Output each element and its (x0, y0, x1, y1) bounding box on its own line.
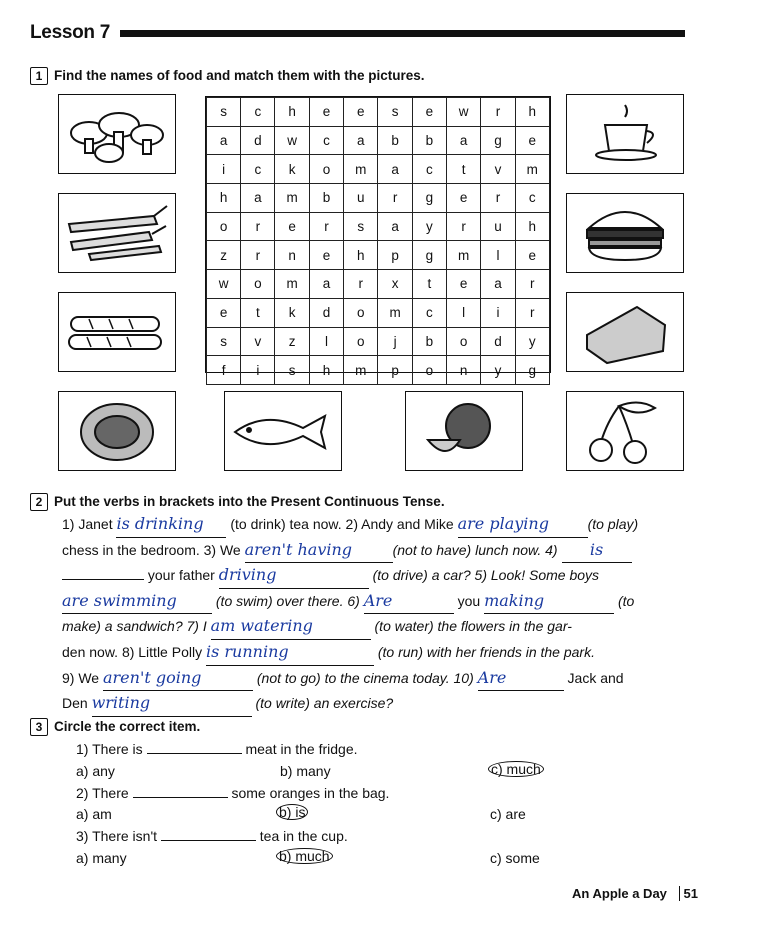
grid-cell[interactable]: u (481, 212, 515, 241)
grid-cell[interactable]: s (207, 98, 241, 127)
grid-cell[interactable]: l (481, 241, 515, 270)
option-b-circled[interactable]: b) is (276, 804, 308, 820)
picture-hamburger[interactable] (566, 193, 684, 273)
grid-cell[interactable]: a (309, 270, 343, 299)
grid-cell[interactable]: e (412, 98, 446, 127)
grid-cell[interactable]: b (378, 126, 412, 155)
ex2-line-7 (62, 666, 684, 692)
grid-cell[interactable]: h (344, 241, 378, 270)
picture-watermelon[interactable] (405, 391, 523, 471)
text: make) a sandwich? 7) I (62, 618, 207, 635)
grid-cell[interactable]: a (344, 126, 378, 155)
text: 3) There isn't (76, 828, 158, 844)
text: Den (62, 695, 88, 712)
grid-cell[interactable]: y (481, 356, 515, 385)
picture-cabbage[interactable] (58, 391, 176, 471)
text: you (457, 592, 481, 609)
answer-7: am watering (210, 616, 313, 636)
text: (to water) the flowers in the gar- (374, 618, 572, 635)
text: 2) There (76, 784, 129, 801)
grid-cell[interactable]: s (275, 356, 309, 385)
grid-cell[interactable]: i (481, 298, 515, 327)
grid-cell[interactable]: k (275, 155, 309, 184)
ex3-instruction: Circle the correct item. (54, 719, 201, 734)
text: (to write) an exercise? (255, 695, 394, 712)
grid-cell[interactable]: h (275, 98, 309, 127)
grid-cell[interactable]: c (241, 98, 275, 127)
text: (not to have) lunch now. 4) (392, 541, 558, 558)
grid-cell[interactable]: w (446, 98, 480, 127)
grid-cell[interactable]: c (309, 126, 343, 155)
grid-cell[interactable]: x (378, 270, 412, 299)
ex3-options-2 (76, 804, 636, 826)
grid-cell[interactable]: r (481, 98, 515, 127)
grid-cell[interactable]: r (309, 212, 343, 241)
text: (to swim) over there. 6) (215, 592, 360, 609)
answer-blank[interactable] (92, 691, 252, 717)
book-title: An Apple a Day (572, 886, 667, 901)
grid-cell[interactable]: v (481, 155, 515, 184)
grid-cell[interactable]: l (446, 298, 480, 327)
answer-blank[interactable] (147, 753, 242, 754)
picture-cherries[interactable] (566, 391, 684, 471)
grid-row (207, 155, 550, 184)
grid-cell[interactable]: m (344, 356, 378, 385)
grid-cell[interactable]: g (481, 126, 515, 155)
grid-cell[interactable]: a (241, 184, 275, 213)
grid-row (207, 298, 550, 327)
grid-row (207, 327, 550, 356)
grid-cell[interactable]: o (412, 356, 446, 385)
grid-cell[interactable]: s (344, 212, 378, 241)
picture-sausages[interactable] (58, 292, 176, 372)
grid-cell[interactable]: r (515, 298, 549, 327)
grid-cell[interactable]: m (446, 241, 480, 270)
ex3-items (76, 739, 636, 870)
grid-cell[interactable]: a (378, 155, 412, 184)
ex1-header (30, 67, 425, 85)
grid-cell[interactable]: r (515, 270, 549, 299)
grid-cell[interactable]: e (446, 184, 480, 213)
picture-tea[interactable] (566, 94, 684, 174)
grid-cell[interactable]: r (241, 212, 275, 241)
ex2-text (62, 512, 684, 717)
grid-cell[interactable]: o (241, 270, 275, 299)
grid-cell[interactable]: y (515, 327, 549, 356)
grid-cell[interactable]: i (241, 356, 275, 385)
grid-cell[interactable]: c (515, 184, 549, 213)
grid-cell[interactable]: g (412, 241, 446, 270)
grid-cell[interactable]: f (207, 356, 241, 385)
grid-cell[interactable]: e (309, 241, 343, 270)
grid-cell[interactable]: t (446, 155, 480, 184)
grid-cell[interactable]: e (515, 126, 549, 155)
text: (not to go) to the cinema today. 10) (256, 669, 474, 686)
option-a[interactable]: a) any (76, 762, 115, 779)
grid-cell[interactable]: h (515, 212, 549, 241)
answer-blank[interactable] (133, 797, 228, 798)
text: (to play) (587, 516, 639, 532)
option-c[interactable]: c) some (490, 849, 540, 866)
grid-cell[interactable]: a (446, 126, 480, 155)
lesson-title: Lesson 7 (30, 22, 110, 43)
text: chess in the bedroom. 3) We (62, 541, 241, 558)
answer-blank[interactable] (364, 589, 454, 615)
answer-3: aren't having (244, 539, 353, 559)
ex2-number: 2 (30, 493, 48, 511)
grid-cell[interactable]: e (207, 298, 241, 327)
answer-blank[interactable] (161, 840, 256, 841)
grid-cell[interactable]: d (241, 126, 275, 155)
footer (572, 886, 698, 901)
answer-blank[interactable] (478, 666, 564, 692)
grid-cell[interactable]: l (309, 327, 343, 356)
ex2-line-2 (62, 538, 684, 564)
grid-cell[interactable]: h (309, 356, 343, 385)
answer-blank[interactable] (211, 614, 371, 640)
grid-cell[interactable]: b (412, 126, 446, 155)
answer-blank[interactable] (219, 563, 369, 589)
grid-cell[interactable]: m (378, 298, 412, 327)
ex3-header (30, 718, 200, 736)
ex3-number: 3 (30, 718, 48, 736)
grid-cell[interactable]: z (275, 327, 309, 356)
answer-10a: Are (477, 667, 507, 687)
answer-1: is drinking (116, 514, 204, 533)
grid-cell[interactable]: a (207, 126, 241, 155)
ex2-line-3 (62, 563, 684, 589)
grid-cell[interactable]: a (481, 270, 515, 299)
answer-6b: making (484, 590, 545, 610)
grid-cell[interactable]: e (515, 241, 549, 270)
ex2-line-1 (62, 512, 684, 538)
grid-cell[interactable]: b (412, 327, 446, 356)
answer-blank[interactable] (458, 512, 588, 538)
answer-5: are swimming (62, 590, 177, 610)
answer-6a: Are (363, 590, 393, 610)
ex3-question-2 (76, 783, 636, 805)
grid-cell[interactable]: o (207, 212, 241, 241)
grid-cell[interactable]: h (515, 98, 549, 127)
grid-cell[interactable]: z (207, 241, 241, 270)
answer-blank[interactable] (206, 640, 374, 666)
grid-cell[interactable]: t (412, 270, 446, 299)
ex2-line-8 (62, 691, 684, 717)
answer-blank[interactable] (245, 538, 393, 564)
grid-row (207, 98, 550, 127)
grid-cell[interactable]: k (275, 298, 309, 327)
answer-4b: driving (218, 565, 277, 585)
grid-cell[interactable]: t (241, 298, 275, 327)
answer-blank[interactable] (562, 538, 632, 564)
grid-cell[interactable]: r (378, 184, 412, 213)
text: 9) We (62, 669, 100, 686)
grid-cell[interactable]: h (207, 184, 241, 213)
ex2-instruction: Put the verbs in brackets into the Present Continuous Tense. (54, 494, 445, 509)
ex2-line-6 (62, 640, 684, 666)
answer-blank[interactable] (484, 589, 614, 615)
ex3-options-3 (76, 848, 636, 870)
grid-cell[interactable]: d (309, 298, 343, 327)
text: den now. 8) Little Polly (62, 643, 203, 660)
text: 1) Janet (62, 516, 113, 532)
grid-cell[interactable]: m (275, 270, 309, 299)
text: meat in the fridge. (245, 741, 358, 757)
grid-cell[interactable]: s (207, 327, 241, 356)
grid-cell[interactable]: r (481, 184, 515, 213)
grid-row (207, 241, 550, 270)
grid-row (207, 126, 550, 155)
grid-cell[interactable]: m (275, 184, 309, 213)
answer-10b: writing (91, 693, 151, 713)
text: tea in the cup. (259, 828, 348, 844)
title-rule (120, 30, 685, 37)
grid-row (207, 184, 550, 213)
grid-cell[interactable]: e (275, 212, 309, 241)
grid-cell[interactable]: v (241, 327, 275, 356)
text: 1) There is (76, 741, 143, 757)
answer-blank-empty[interactable] (62, 579, 144, 580)
grid-cell[interactable]: m (515, 155, 549, 184)
word-search-grid[interactable] (205, 96, 551, 378)
grid-cell[interactable]: y (412, 212, 446, 241)
grid-cell[interactable]: w (275, 126, 309, 155)
ex2-line-4 (62, 589, 684, 615)
picture-mushrooms[interactable] (58, 94, 176, 174)
grid-cell[interactable]: w (207, 270, 241, 299)
picture-carrots[interactable] (58, 193, 176, 273)
text: (to drink) tea now. 2) Andy and Mike (230, 516, 454, 532)
option-b[interactable]: b) many (280, 762, 331, 779)
answer-8: is running (205, 641, 289, 661)
option-a[interactable]: a) am (76, 806, 112, 822)
grid-cell[interactable]: s (378, 98, 412, 127)
answer-blank[interactable] (116, 512, 226, 538)
ex1-number: 1 (30, 67, 48, 85)
grid-cell[interactable]: g (515, 356, 549, 385)
text: Jack and (567, 669, 624, 686)
grid-cell[interactable]: n (275, 241, 309, 270)
grid-cell[interactable]: e (344, 98, 378, 127)
ex3-options-1 (76, 761, 636, 783)
grid-cell[interactable]: o (344, 327, 378, 356)
grid-cell[interactable]: i (207, 155, 241, 184)
text: (to run) with her friends in the park. (377, 643, 595, 660)
answer-blank[interactable] (103, 666, 253, 692)
grid-cell[interactable]: r (344, 270, 378, 299)
ex3-question-1 (76, 739, 636, 761)
ex1-instruction: Find the names of food and match them with the pictures. (54, 68, 425, 83)
answer-4a: is (589, 539, 604, 559)
option-c[interactable]: c) are (490, 806, 526, 822)
grid-cell[interactable]: g (412, 184, 446, 213)
grid-row (207, 270, 550, 299)
grid-cell[interactable]: o (344, 298, 378, 327)
picture-fish[interactable] (224, 391, 342, 471)
grid-cell[interactable]: o (446, 327, 480, 356)
page-number: 51 (679, 886, 698, 901)
grid-cell[interactable]: c (241, 155, 275, 184)
ex2-header (30, 493, 445, 511)
grid-cell[interactable]: c (412, 298, 446, 327)
grid-cell[interactable]: u (344, 184, 378, 213)
option-b-circled[interactable]: b) much (276, 848, 333, 864)
grid-cell[interactable]: e (446, 270, 480, 299)
ex2-line-5 (62, 614, 684, 640)
grid-cell[interactable]: o (309, 155, 343, 184)
grid-cell[interactable]: e (309, 98, 343, 127)
grid-cell[interactable]: d (481, 327, 515, 356)
answer-blank[interactable] (62, 589, 212, 615)
grid-row (207, 356, 550, 385)
grid-cell[interactable]: j (378, 327, 412, 356)
grid-cell[interactable]: a (378, 212, 412, 241)
grid-row (207, 212, 550, 241)
grid-cell[interactable]: r (446, 212, 480, 241)
text: (to (617, 592, 635, 609)
answer-9: aren't going (102, 667, 202, 687)
text: some oranges in the bag. (231, 784, 390, 801)
grid-cell[interactable]: m (344, 155, 378, 184)
grid-cell[interactable]: n (446, 356, 480, 385)
grid-cell[interactable]: b (309, 184, 343, 213)
grid-cell[interactable]: c (412, 155, 446, 184)
grid-cell[interactable]: r (241, 241, 275, 270)
ex3-question-3 (76, 826, 636, 848)
grid-cell[interactable]: p (378, 241, 412, 270)
grid-cell[interactable]: p (378, 356, 412, 385)
text: your father (147, 567, 215, 584)
answer-2: are playing (457, 514, 549, 533)
option-a[interactable]: a) many (76, 849, 127, 866)
text: (to drive) a car? 5) Look! Some boys (372, 567, 600, 584)
picture-cheese[interactable] (566, 292, 684, 372)
option-c-circled[interactable]: c) much (488, 761, 544, 777)
